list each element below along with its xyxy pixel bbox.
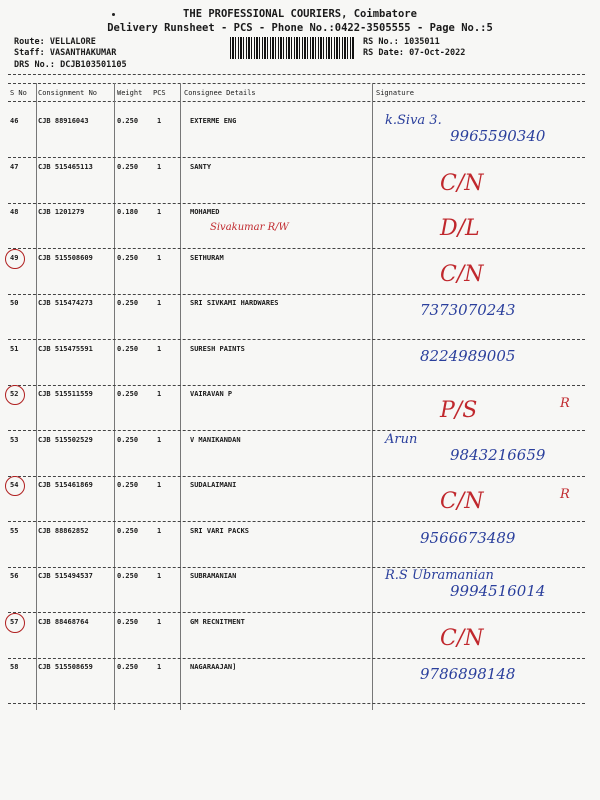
header-pcs: PCS: [153, 89, 166, 97]
row-consignee: GM RECNITMENT: [190, 618, 245, 626]
row-consignment-no: CJB 1201279: [38, 208, 85, 216]
row-divider: [8, 612, 585, 613]
row-pcs: 1: [157, 117, 162, 125]
route-line: Route: VELLALORE: [14, 37, 96, 47]
row-consignment-no: CJB 88916043: [38, 117, 89, 125]
row-sno: 54: [10, 481, 19, 489]
row-weight: 0.250: [117, 572, 139, 580]
rs-date-line: RS Date: 07-Oct-2022: [363, 48, 466, 58]
row-consignment-no: CJB 515508609: [38, 254, 93, 262]
row-signature-note: 9843216659: [450, 446, 546, 464]
row-sno: 57: [10, 618, 19, 626]
row-divider: [8, 248, 585, 249]
row-divider: [8, 430, 585, 431]
row-divider: [8, 339, 585, 340]
row-signature: 9786898148: [420, 665, 516, 683]
row-consignee: SUDALAIMANI: [190, 481, 237, 489]
row-weight: 0.250: [117, 345, 139, 353]
row-weight: 0.180: [117, 208, 139, 216]
row-consignment-no: CJB 515508659: [38, 663, 93, 671]
row-consignee: EXTERME ENG: [190, 117, 237, 125]
row-divider: [8, 157, 585, 158]
row-pcs: 1: [157, 572, 162, 580]
row-consignment-no: CJB 515475591: [38, 345, 93, 353]
row-sno: 55: [10, 527, 19, 535]
rule-top2: [8, 83, 585, 84]
row-consignment-no: CJB 515465113: [38, 163, 93, 171]
row-consignment-no: CJB 515494537: [38, 572, 93, 580]
row-signature: C/N: [440, 489, 484, 514]
row-signature: 7373070243: [420, 301, 516, 319]
row-consignee: SETHURAM: [190, 254, 224, 262]
col-divider-3: [180, 83, 181, 710]
row-consignee: SRI SIVKAMI HARDWARES: [190, 299, 279, 307]
row-pcs: 1: [157, 527, 162, 535]
header-consignment: Consignment No: [38, 89, 98, 97]
row-signature: 9566673489: [420, 529, 516, 547]
runsheet-title: Delivery Runsheet - PCS - Phone No.:0422-3505555 - Page No.:5: [107, 22, 493, 34]
row-pcs: 1: [157, 481, 162, 489]
row-consignment-no: CJB 515502529: [38, 436, 93, 444]
company-title: THE PROFESSIONAL COURIERS, Coimbatore: [183, 8, 417, 20]
row-signature: C/N: [440, 262, 484, 287]
row-pcs: 1: [157, 345, 162, 353]
row-pcs: 1: [157, 208, 162, 216]
row-divider: [8, 658, 585, 659]
header-signature: Signature: [376, 89, 414, 97]
drs-line: DRS No.: DCJB103501105: [14, 60, 127, 70]
row-sno: 53: [10, 436, 19, 444]
row-divider: [8, 385, 585, 386]
row-sno: 46: [10, 117, 19, 125]
row-consignee: SANTY: [190, 163, 212, 171]
row-sno: 56: [10, 572, 19, 580]
row-weight: 0.250: [117, 299, 139, 307]
rule-top: [8, 74, 585, 75]
row-signature: C/N: [440, 626, 484, 651]
row-weight: 0.250: [117, 436, 139, 444]
col-divider-1: [36, 83, 37, 710]
row-consignee: MOHAMED: [190, 208, 220, 216]
row-pcs: 1: [157, 299, 162, 307]
row-divider: [8, 203, 585, 204]
row-consignment-no: CJB 88862852: [38, 527, 89, 535]
row-sno: 47: [10, 163, 19, 171]
row-signature-note: 9994516014: [450, 582, 546, 600]
row-signature: D/L: [440, 216, 480, 241]
row-pcs: 1: [157, 254, 162, 262]
row-consignment-no: CJB 515511559: [38, 390, 93, 398]
row-pcs: 1: [157, 618, 162, 626]
header-consignee: Consignee Details: [184, 89, 256, 97]
barcode: [230, 37, 355, 59]
row-sno: 49: [10, 254, 19, 262]
row-consignee: NAGARAAJAN]: [190, 663, 237, 671]
row-pcs: 1: [157, 436, 162, 444]
row-consignee: VAIRAVAN P: [190, 390, 233, 398]
col-divider-2: [114, 83, 115, 710]
row-consignee: V MANIKANDAN: [190, 436, 241, 444]
rule-header-bottom: [8, 101, 585, 102]
row-signature: 8224989005: [420, 347, 516, 365]
row-divider: [8, 521, 585, 522]
col-divider-4: [372, 83, 373, 710]
row-weight: 0.250: [117, 163, 139, 171]
staff-line: Staff: VASANTHAKUMAR: [14, 48, 117, 58]
row-pcs: 1: [157, 163, 162, 171]
row-sno: 58: [10, 663, 19, 671]
row-sno: 51: [10, 345, 19, 353]
row-sno: 50: [10, 299, 19, 307]
rs-no-line: RS No.: 1035011: [363, 37, 440, 47]
row-weight: 0.250: [117, 254, 139, 262]
row-signature: k.Siva 3.: [385, 113, 442, 128]
sno-circle-mark: [5, 613, 25, 633]
row-consignment-no: CJB 515474273: [38, 299, 93, 307]
row-pcs: 1: [157, 390, 162, 398]
row-signature: R.S Ubramanian: [385, 568, 494, 583]
row-divider: [8, 294, 585, 295]
row-divider: [8, 476, 585, 477]
row-pcs: 1: [157, 663, 162, 671]
row-divider: [8, 567, 585, 568]
row-weight: 0.250: [117, 481, 139, 489]
row-consignment-no: CJB 88468764: [38, 618, 89, 626]
row-signature: Arun: [385, 432, 418, 447]
row-signature-note: Sivakumar R/W: [210, 222, 289, 233]
row-consignee: SRI VARI PACKS: [190, 527, 250, 535]
row-signature-note: R: [560, 487, 570, 502]
row-weight: 0.250: [117, 618, 139, 626]
sno-circle-mark: [5, 385, 25, 405]
header-weight: Weight: [117, 89, 143, 97]
header-sno: S No: [10, 89, 27, 97]
row-sno: 52: [10, 390, 19, 398]
sno-circle-mark: [5, 476, 25, 496]
row-consignee: SURESH PAINTS: [190, 345, 245, 353]
row-signature: C/N: [440, 171, 484, 196]
row-signature: P/S: [440, 398, 478, 423]
row-weight: 0.250: [117, 390, 139, 398]
row-divider: [8, 703, 585, 704]
row-consignee: SUBRAMANIAN: [190, 572, 237, 580]
row-weight: 0.250: [117, 527, 139, 535]
row-signature-note: 9965590340: [450, 127, 546, 145]
row-sno: 48: [10, 208, 19, 216]
row-weight: 0.250: [117, 117, 139, 125]
row-consignment-no: CJB 515461869: [38, 481, 93, 489]
row-weight: 0.250: [117, 663, 139, 671]
sno-circle-mark: [5, 249, 25, 269]
row-signature-note: R: [560, 396, 570, 411]
